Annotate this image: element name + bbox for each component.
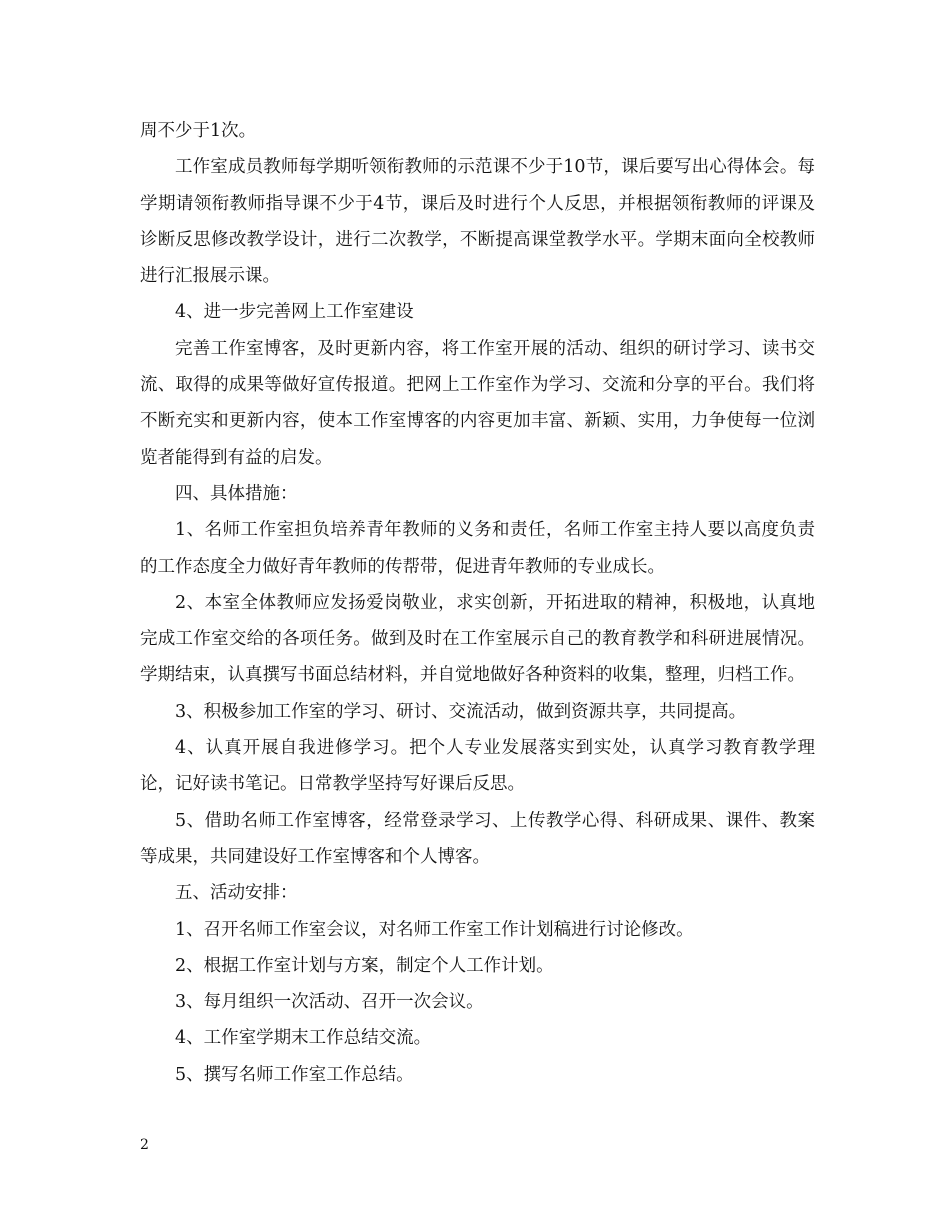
measure-item-4: 4、认真开展自我进修学习。把个人专业发展落实到实处，认真学习教育教学理论，记好读书笔记。日常教学坚持写好课后反思。 [140,738,815,795]
measure-item-1: 1、名师工作室担负培养青年教师的义务和责任，名师工作室主持人要以高度负责的工作态度全力做好青年教师的传帮带，促进青年教师的专业成长。 [140,520,815,577]
measure-item-2: 2、本室全体教师应发扬爱岗敬业，求实创新，开拓进取的精神，积极地，认真地完成工作室交给的各项任务。做到及时在工作室展示自己的教育教学和科研进展情况。学期结束，认真撰写书面总结材料，并自觉地做好各种资料的收集，整理，归档工作。 [140,592,815,686]
section-heading-activities: 五、活动安排： [175,883,298,904]
measure-item-5: 5、借助名师工作室博客，经常登录学习、上传教学心得、科研成果、课件、教案等成果，共同建设好工作室博客和个人博客。 [140,810,815,867]
section-heading-measures: 四、具体措施： [175,483,298,504]
activity-item-2: 2、根据工作室计划与方案，制定个人工作计划。 [175,955,554,976]
paragraph-3: 完善工作室博客，及时更新内容，将工作室开展的活动、组织的研讨学习、读书交流、取得的成果等做好宣传报道。把网上工作室作为学习、交流和分享的平台。我们将不断充实和更新内容，使本工作室博客的内容更加丰富、新颖、实用，力争使每一位浏览者能得到有益的启发。 [140,338,815,468]
activity-item-4: 4、工作室学期末工作总结交流。 [175,1028,432,1049]
activity-item-3: 3、每月组织一次活动、召开一次会议。 [175,992,484,1013]
activity-item-1: 1、召开名师工作室会议，对名师工作室工作计划稿进行讨论修改。 [175,919,694,940]
page-number: 2 [140,1137,149,1153]
activity-item-5: 5、撰写名师工作室工作总结。 [175,1064,414,1085]
measure-item-3: 3、积极参加工作室的学习、研讨、交流活动，做到资源共享，共同提高。 [175,701,747,722]
document-body [140,113,815,1093]
paragraph-1: 周不少于1次。 [140,121,257,141]
section-heading-4: 4、进一步完善网上工作室建设 [175,302,414,323]
paragraph-2: 工作室成员教师每学期听领衔教师的示范课不少于10节，课后要写出心得体会。每学期请领衔教师指导课不少于4节，课后及时进行个人反思，并根据领衔教师的评课及诊断反思修改教学设计，进行二次教学，不断提高课堂教学水平。学期末面向全校教师进行汇报展示课。 [140,157,815,287]
